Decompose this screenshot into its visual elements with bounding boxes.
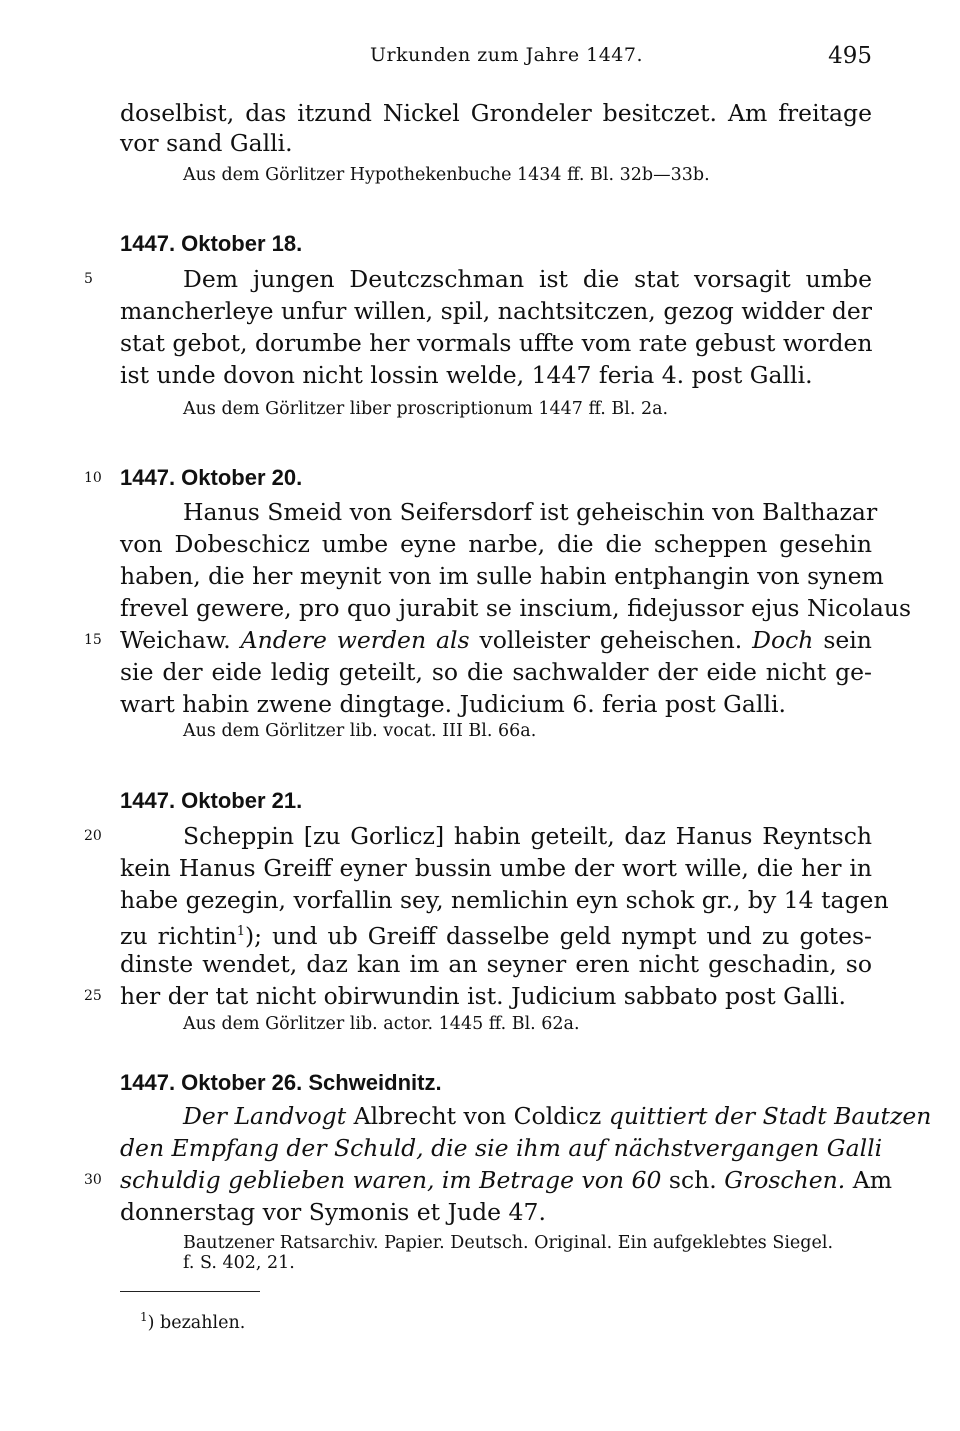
text-run: Weichaw.	[120, 626, 231, 654]
page-number: 495	[828, 43, 872, 69]
source-note: Bautzener Ratsarchiv. Papier. Deutsch. Original. Ein aufgeklebtes Siegel.	[183, 1233, 834, 1253]
text-line: mancherleye unfur willen, spil, nachtsitczen, gezog widder der	[120, 297, 872, 325]
entry-date-heading: 1447. Oktober 18.	[120, 231, 303, 256]
editorial-italic: Groschen.	[724, 1166, 846, 1194]
text-line: dinste wendet, daz kan im an seyner eren nicht geschadin, so	[120, 950, 872, 978]
text-line	[183, 1101, 932, 1131]
entry-date-heading: 1447. Oktober 20.	[120, 465, 303, 490]
entry-date-heading: 1447. Oktober 26. Schweidnitz.	[120, 1070, 442, 1095]
text-run: Albrecht von Coldicz	[353, 1102, 602, 1130]
text-line: donnerstag vor Symonis et Jude 47.	[120, 1198, 546, 1226]
text-line	[120, 917, 872, 951]
text-run: Am	[852, 1166, 892, 1194]
text-line: her der tat nicht obirwundin ist. Judicium sabbato post Galli.	[120, 982, 846, 1010]
text-run: zu richtin	[120, 921, 237, 950]
line-number: 20	[84, 828, 102, 844]
source-note: Aus dem Görlitzer lib. actor. 1445 ff. Bl. 62a.	[183, 1014, 580, 1034]
text-run: sch.	[668, 1166, 717, 1194]
editorial-italic: den Empfang der Schuld, die sie ihm auf nächstvergangen Galli	[120, 1134, 883, 1162]
editorial-italic: Doch	[752, 626, 814, 654]
text-line	[120, 625, 872, 655]
text-line: ist unde dovon nicht lossin welde, 1447 feria 4. post Galli.	[120, 361, 813, 389]
text-line: kein Hanus Greiff eyner bussin umbe der wort wille, die her in	[120, 854, 872, 882]
source-note: Aus dem Görlitzer liber proscriptionum 1447 ff. Bl. 2a.	[183, 399, 669, 419]
footnote-ref: 1	[236, 924, 246, 939]
source-note: Aus dem Görlitzer Hypothekenbuche 1434 ff. Bl. 32b—33b.	[183, 165, 710, 185]
text-line: habe gezegin, vorfallin sey, nemlichin eyn schok gr., by 14 tagen	[120, 886, 889, 914]
footnote-rule	[120, 1291, 260, 1292]
text-line: stat gebot, dorumbe her vormals uffte vom rate gebust worden	[120, 329, 873, 357]
footnote-mark: 1	[140, 1310, 148, 1324]
entry-date-heading: 1447. Oktober 21.	[120, 788, 303, 813]
text-line	[120, 1165, 892, 1195]
line-number: 5	[84, 271, 93, 287]
footnote-text: ) bezahlen.	[147, 1312, 246, 1333]
source-note: Aus dem Görlitzer lib. vocat. III Bl. 66a.	[183, 721, 537, 741]
source-note: f. S. 402, 21.	[183, 1253, 295, 1273]
line-number: 30	[84, 1172, 102, 1188]
text-line	[120, 1133, 883, 1163]
text-line: haben, die her meynit von im sulle habin entphangin von synem	[120, 562, 884, 590]
text-line: wart habin zwene dingtage. Judicium 6. feria post Galli.	[120, 690, 786, 718]
text-line: Dem jungen Deutczschman ist die stat vorsagit umbe	[183, 265, 872, 293]
footnote	[140, 1306, 245, 1334]
text-line: frevel gewere, pro quo jurabit se inscium, fidejussor ejus Nicolaus	[120, 594, 912, 622]
running-head: Urkunden zum Jahre 1447.	[370, 44, 644, 66]
text-line: Hanus Smeid von Seifersdorf ist geheischin von Balthazar	[183, 498, 878, 526]
text-line: doselbist, das itzund Nickel Grondeler besitczet. Am freitage	[120, 99, 872, 127]
text-line: sie der eide ledig geteilt, so die sachwalder der eide nicht ge-	[120, 658, 872, 686]
text-run: ); und ub Greiff dasselbe geld nympt und zu gotes-	[245, 921, 872, 950]
editorial-italic: Andere werden als	[240, 626, 470, 654]
text-line: von Dobeschicz umbe eyne narbe, die die scheppen gesehin	[120, 530, 872, 558]
text-line: vor sand Galli.	[120, 129, 293, 157]
editorial-italic: schuldig geblieben waren, im Betrage von 60	[120, 1166, 662, 1194]
editorial-italic: Der Landvogt	[183, 1102, 347, 1130]
line-number: 10	[84, 470, 102, 486]
editorial-italic: quittiert der Stadt Bautzen	[608, 1102, 932, 1130]
text-run: sein	[823, 626, 872, 654]
line-number: 25	[84, 988, 102, 1004]
line-number: 15	[84, 632, 102, 648]
text-run: volleister geheischen.	[479, 626, 743, 654]
text-line: Scheppin [zu Gorlicz] habin geteilt, daz Hanus Reyntsch	[183, 822, 872, 850]
